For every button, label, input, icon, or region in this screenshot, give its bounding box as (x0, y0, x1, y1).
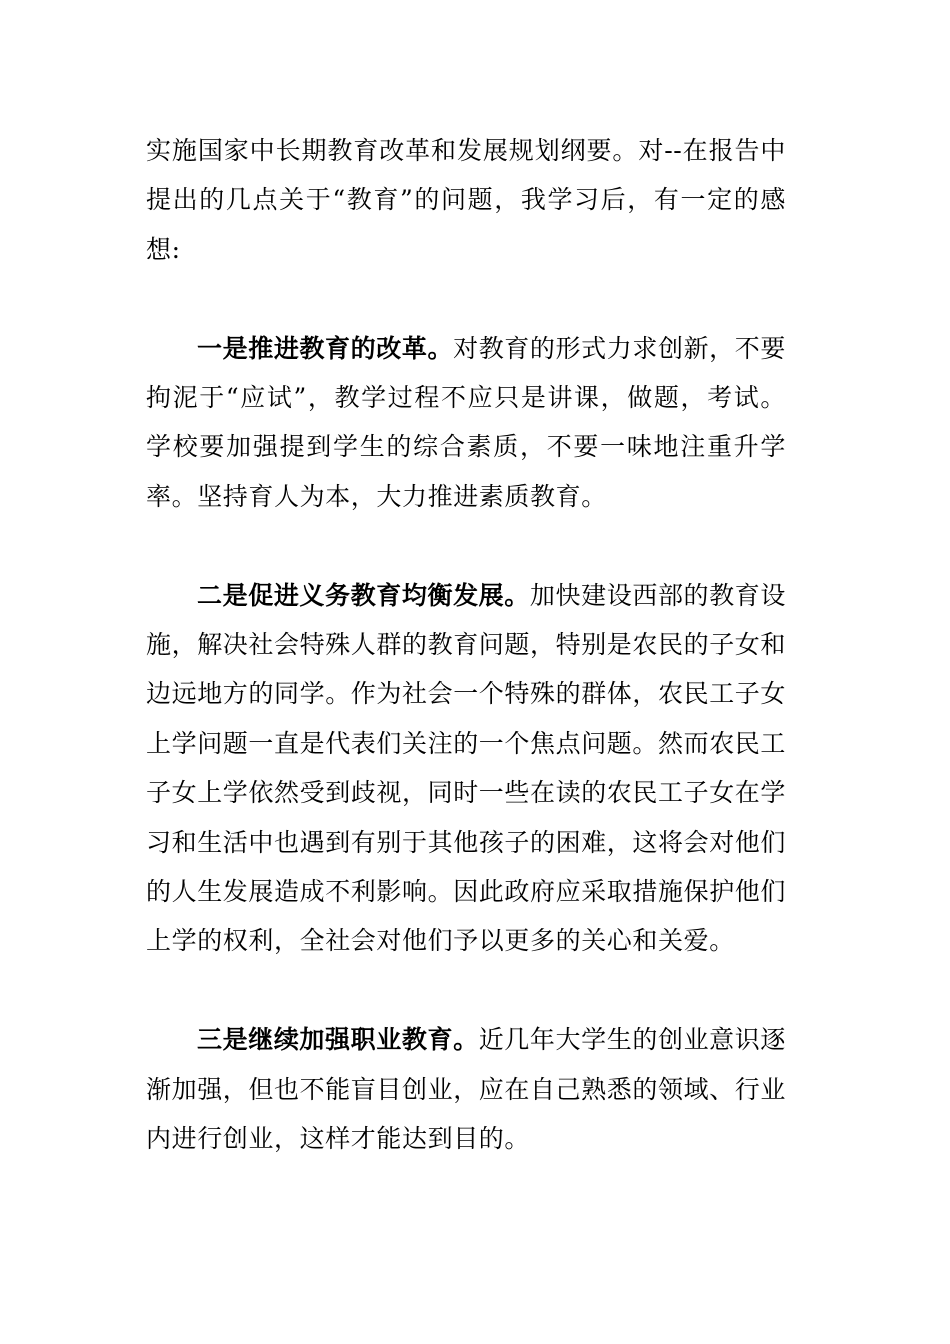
section-three-body: 近几年大学生的创业意识逐渐加强，但也不能盲目创业，应在自己熟悉的领域、行业内进行创业，这样才能达到目的。 (146, 1025, 787, 1154)
section-two-heading: 二是促进义务教育均衡发展。 (197, 580, 530, 610)
paragraph-gap (146, 966, 786, 1015)
paragraph-gap (146, 521, 786, 570)
section-two-body: 加快建设西部的教育设施，解决社会特殊人群的教育问题，特别是农民的子女和边远地方的同学。作为社会一个特殊的群体，农民工子女上学问题一直是代表们关注的一个焦点问题。然而农民工子女上学依然受到歧视，同时一些在读的农民工子女在学习和生活中也遇到有别于其他孩子的困难，这将会对他们的人生发展造成不利影响。因此政府应采取措施保护他们上学的权利，全社会对他们予以更多的关心和关爱。 (146, 580, 787, 956)
section-three-heading: 三是继续加强职业教育。 (197, 1025, 479, 1055)
section-one-body: 对教育的形式力求创新，不要拘泥于“应试”，教学过程不应只是讲课，做题，考试。学校要加强提到学生的综合素质，不要一味地注重升学率。坚持育人为本，大力推进素质教育。 (146, 333, 786, 511)
paragraph-gap (146, 274, 786, 323)
document-page (146, 126, 786, 1163)
section-three-paragraph (146, 1015, 786, 1163)
intro-paragraph: 实施国家中长期教育改革和发展规划纲要。对--在报告中提出的几点关于“教育”的问题，我学习后，有一定的感想: (146, 136, 786, 264)
section-two-paragraph (146, 571, 786, 966)
section-one-heading: 一是推进教育的改革。 (197, 333, 454, 363)
section-one-paragraph (146, 324, 786, 522)
